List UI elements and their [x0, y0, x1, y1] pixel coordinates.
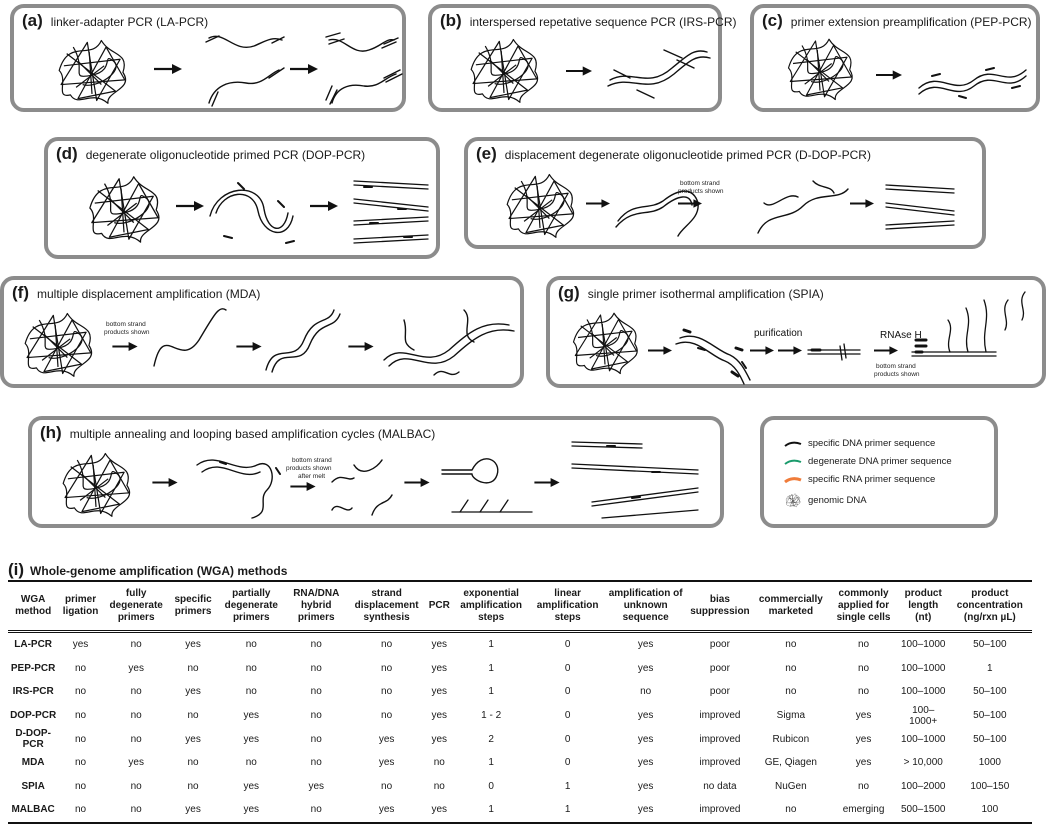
table-cell: yes — [243, 804, 260, 816]
table-cell: yes — [637, 639, 654, 651]
method-name-cell: MDA — [21, 757, 45, 769]
column-header: strand displacement synthesis — [354, 588, 419, 623]
table-row — [8, 704, 1032, 728]
column-header: PCR — [428, 600, 450, 611]
table-cell: improved — [699, 710, 741, 722]
panel-b-title: (b) interspersed repetative sequence PCR (IRS-PCR) — [440, 11, 737, 30]
table-cell: no — [74, 662, 87, 674]
panel-e — [464, 137, 986, 249]
table-cell: yes — [128, 757, 144, 769]
panel-h-title: (h) multiple annealing and looping based amplification cycles (MALBAC) — [40, 423, 436, 442]
table-cell: no — [433, 757, 445, 769]
genomic-dna-icon — [59, 41, 125, 104]
table-cell: 1000 — [978, 757, 1001, 769]
f-note-1: bottom strand — [106, 321, 146, 328]
panel-f-diagram — [4, 280, 522, 386]
table-cell: no — [74, 710, 87, 722]
table-cell: 50–100 — [973, 710, 1007, 722]
table-cell: yes — [431, 686, 448, 698]
table-cell: 1 — [488, 639, 494, 651]
genomic-dna-icon — [471, 40, 537, 103]
table-cell: no — [857, 639, 870, 651]
table-cell: no — [310, 639, 322, 651]
table-cell: no — [857, 686, 870, 698]
arrow-icon — [290, 64, 318, 74]
table-cell: NuGen — [774, 780, 807, 792]
table-cell: no — [74, 757, 87, 769]
arrow-icon — [176, 201, 204, 211]
arrow-icon — [876, 70, 902, 79]
panel-g-diagram — [550, 280, 1044, 386]
table-cell: yes — [431, 804, 448, 816]
table-cell: no — [187, 710, 199, 722]
genomic-dna-icon — [789, 39, 853, 99]
table-cell: yes — [637, 757, 654, 769]
table-cell: no — [187, 757, 199, 769]
table-cell: no — [310, 710, 322, 722]
method-name-cell: LA-PCR — [14, 639, 53, 651]
legend-item-degenerate-dna: degenerate DNA primer sequence — [784, 456, 952, 467]
column-header: exponential amplification steps — [460, 588, 522, 623]
column-header: specific primers — [174, 594, 212, 617]
table-cell: no — [310, 733, 322, 745]
column-header: partially degenerate primers — [224, 588, 278, 623]
panel-b — [428, 4, 737, 112]
table-cell: no — [310, 757, 322, 769]
arrow-icon — [750, 346, 774, 355]
table-cell: no — [245, 639, 257, 651]
arrow-icon — [404, 478, 429, 487]
arrow-icon — [348, 342, 373, 351]
table-cell: Rubicon — [772, 733, 810, 745]
table-cell: 100–1000 — [900, 662, 946, 674]
table-cell: yes — [855, 757, 872, 769]
table-cell: no — [381, 662, 393, 674]
arrow-icon — [152, 478, 177, 487]
column-header: fully degenerate primers — [109, 588, 163, 623]
table-cell: 0 — [564, 639, 571, 651]
table-cell: no — [187, 780, 199, 792]
column-header: WGA method — [15, 594, 52, 617]
table-cell: no — [187, 662, 199, 674]
table-cell: yes — [185, 639, 201, 651]
panel-d-diagram — [48, 141, 438, 257]
table-cell: no — [310, 662, 322, 674]
table-cell: yes — [243, 733, 260, 745]
table-cell: no — [74, 804, 87, 816]
g-note-1: bottom strand — [876, 363, 916, 370]
g-note-2: products shown — [874, 371, 920, 378]
table-cell: 0 — [564, 710, 571, 722]
table-cell: yes — [185, 733, 201, 745]
legend-item-genomic-dna: genomic DNA — [784, 492, 867, 508]
panel-a-title: (a) linker-adapter PCR (LA-PCR) — [22, 11, 209, 30]
genomic-dna-icon — [25, 314, 91, 377]
table-cell: 100–2000 — [900, 780, 946, 792]
table-cell: 1 — [488, 662, 494, 674]
table-cell: 1 — [987, 662, 993, 674]
table-cell: yes — [378, 804, 395, 816]
table-cell: no — [130, 780, 142, 792]
table-cell: improved — [699, 804, 741, 816]
table-cell: 1 - 2 — [481, 710, 502, 722]
table-cell: yes — [637, 710, 654, 722]
arrow-icon — [850, 199, 874, 208]
method-name-cell: IRS-PCR — [12, 686, 54, 698]
panel-c — [750, 4, 1040, 112]
panel-e-title: (e) displacement degenerate oligonucleotide primed PCR (D-DOP-PCR) — [476, 144, 871, 163]
panel-d — [44, 137, 440, 259]
table-cell: 2 — [488, 733, 494, 745]
table-cell: 0 — [564, 733, 571, 745]
table-cell: yes — [128, 662, 144, 674]
table-cell: no — [74, 686, 87, 698]
table-cell: yes — [431, 662, 448, 674]
column-header: product concentration (ng/rxn µL) — [956, 588, 1023, 623]
method-name-cell: MALBAC — [11, 804, 55, 816]
arrow-icon — [290, 482, 315, 491]
table-row — [8, 798, 1032, 823]
arrow-icon — [874, 346, 898, 355]
table-cell: yes — [637, 780, 654, 792]
table-cell: 0 — [564, 662, 571, 674]
genomic-dna-icon — [63, 454, 129, 517]
arrow-icon — [310, 201, 338, 211]
table-cell: no — [381, 686, 393, 698]
table-cell: 0 — [564, 686, 571, 698]
table-cell: no — [245, 686, 257, 698]
table-cell: 1 — [488, 804, 494, 816]
method-name-cell: PEP-PCR — [10, 662, 56, 674]
table-cell: yes — [308, 780, 325, 792]
table-cell: yes — [378, 733, 395, 745]
e-note-1: bottom strand — [680, 180, 720, 187]
genomic-dna-icon — [90, 177, 159, 242]
e-note-2: products shown — [678, 188, 724, 195]
table-body — [8, 632, 1032, 823]
legend — [760, 416, 998, 528]
table-cell: no — [130, 804, 142, 816]
table-cell: yes — [185, 686, 201, 698]
table-cell: yes — [637, 662, 654, 674]
legend-item-specific-rna: specific RNA primer sequence — [784, 474, 935, 485]
table-cell: no — [74, 733, 87, 745]
table-cell: yes — [637, 733, 654, 745]
table-row — [8, 632, 1032, 657]
genomic-dna-icon — [507, 175, 573, 238]
table-cell: no — [640, 686, 652, 698]
table-cell: no — [785, 662, 797, 674]
panel-h — [28, 416, 724, 528]
table-cell: 100–1000 — [900, 686, 946, 698]
table-cell: 50–100 — [973, 686, 1007, 698]
h-note-2: products shown — [286, 465, 332, 472]
table-cell: yes — [431, 639, 448, 651]
f-note-2: products shown — [104, 329, 150, 336]
arrow-icon — [566, 66, 592, 75]
table-cell: poor — [709, 662, 730, 674]
table-row — [8, 680, 1032, 704]
table-cell: no — [130, 639, 142, 651]
table-cell: yes — [72, 639, 89, 651]
table-row — [8, 727, 1032, 751]
table-cell: no — [785, 639, 797, 651]
column-header: product length (nt) — [904, 588, 942, 623]
panel-f-title: (f) multiple displacement amplification (MDA) — [12, 283, 261, 302]
panel-h-diagram — [32, 420, 722, 526]
column-header: linear amplification steps — [536, 588, 599, 623]
column-header: commercially marketed — [758, 594, 823, 617]
table-cell: no — [381, 639, 393, 651]
table-cell: > 10,000 — [903, 757, 943, 769]
method-name-cell: SPIA — [21, 780, 45, 792]
table-cell: 100–150 — [970, 780, 1010, 792]
table-cell: no — [130, 710, 142, 722]
table-cell: Sigma — [776, 710, 806, 722]
table-cell: 100–1000 — [900, 733, 946, 745]
table-cell: no — [310, 686, 322, 698]
panel-g-title: (g) single primer isothermal amplification (SPIA) — [558, 283, 824, 302]
table-cell: 1 — [488, 757, 494, 769]
table-cell: 1 — [564, 780, 571, 792]
table-cell: poor — [709, 639, 730, 651]
table-cell: 100 — [981, 804, 999, 816]
table-cell: no — [74, 780, 87, 792]
arrow-icon — [112, 342, 137, 351]
table-cell: no data — [703, 780, 737, 792]
panel-d-title: (d) degenerate oligonucleotide primed PCR (DOP-PCR) — [56, 144, 366, 163]
table-cell: yes — [855, 710, 872, 722]
specific-dna-primer-icon — [784, 440, 802, 448]
wga-methods-table — [8, 580, 1032, 824]
table-cell: no — [310, 804, 322, 816]
specific-rna-primer-icon — [784, 476, 802, 484]
table-cell: yes — [637, 804, 654, 816]
table-cell: 1 — [488, 686, 494, 698]
panel-a-diagram — [14, 8, 404, 110]
table-cell: 1 — [564, 804, 571, 816]
table-row — [8, 751, 1032, 775]
rnase-label: RNAse H — [880, 330, 922, 341]
table-cell: yes — [431, 733, 448, 745]
table-cell: improved — [699, 733, 741, 745]
table-cell: no — [785, 686, 797, 698]
table-row — [8, 775, 1032, 799]
table-cell: emerging — [842, 804, 885, 816]
table-cell: 50–100 — [973, 639, 1007, 651]
table-cell: no — [245, 757, 257, 769]
column-header: bias suppression — [690, 594, 750, 617]
table-cell: no — [785, 804, 797, 816]
table-cell: 50–100 — [973, 733, 1007, 745]
arrow-icon — [648, 346, 672, 355]
h-note-1: bottom strand — [292, 457, 332, 464]
method-name-cell: DOP-PCR — [10, 710, 57, 722]
table-cell: 0 — [564, 757, 571, 769]
table-row — [8, 657, 1032, 681]
table-cell: no — [130, 733, 142, 745]
table-cell: 500–1500 — [900, 804, 946, 816]
table-cell: no — [130, 686, 142, 698]
method-name-cell: D-DOP-PCR — [15, 728, 51, 751]
purification-label: purification — [754, 328, 803, 339]
column-header: commonly applied for single cells — [836, 588, 891, 623]
panel-e-diagram — [468, 141, 984, 247]
legend-item-specific-dna: specific DNA primer sequence — [784, 438, 935, 449]
h-note-3: after melt — [298, 473, 326, 480]
table-cell: no — [245, 662, 257, 674]
arrow-icon — [154, 64, 182, 74]
table-cell: yes — [378, 757, 395, 769]
table-cell: poor — [709, 686, 730, 698]
column-header: amplification of unknown sequence — [608, 588, 683, 623]
table-cell: no — [857, 780, 870, 792]
genomic-dna-icon — [574, 313, 638, 373]
arrow-icon — [586, 199, 610, 208]
table-cell: 100–1000+ — [909, 704, 938, 727]
genomic-dna-icon — [784, 492, 802, 508]
panel-a — [10, 4, 406, 112]
table-cell: yes — [243, 780, 260, 792]
table-cell: yes — [855, 733, 872, 745]
arrow-icon — [534, 478, 559, 487]
table-cell: yes — [243, 710, 260, 722]
arrow-icon — [778, 346, 802, 355]
table-cell: no — [381, 780, 393, 792]
table-header-row — [8, 581, 1032, 632]
column-header: primer ligation — [62, 594, 99, 617]
panel-c-diagram — [754, 8, 1038, 110]
panel-b-diagram — [432, 8, 720, 110]
table-cell: no — [381, 710, 393, 722]
panel-f — [0, 276, 524, 388]
table-cell: yes — [431, 710, 448, 722]
table-cell: 0 — [488, 780, 494, 792]
table-cell: no — [857, 662, 870, 674]
column-header: RNA/DNA hybrid primers — [293, 588, 340, 623]
arrow-icon — [236, 342, 261, 351]
table-title: (i) Whole-genome amplification (WGA) methods — [8, 560, 288, 579]
degenerate-dna-primer-icon — [784, 458, 802, 466]
table-cell: 100–1000 — [900, 639, 946, 651]
panel-c-title: (c) primer extension preamplification (PEP-PCR) — [762, 11, 1032, 30]
table-cell: improved — [699, 757, 741, 769]
table-cell: yes — [185, 804, 201, 816]
panel-g — [546, 276, 1046, 388]
table-cell: no — [433, 780, 445, 792]
table-cell: GE, Qiagen — [764, 757, 817, 769]
